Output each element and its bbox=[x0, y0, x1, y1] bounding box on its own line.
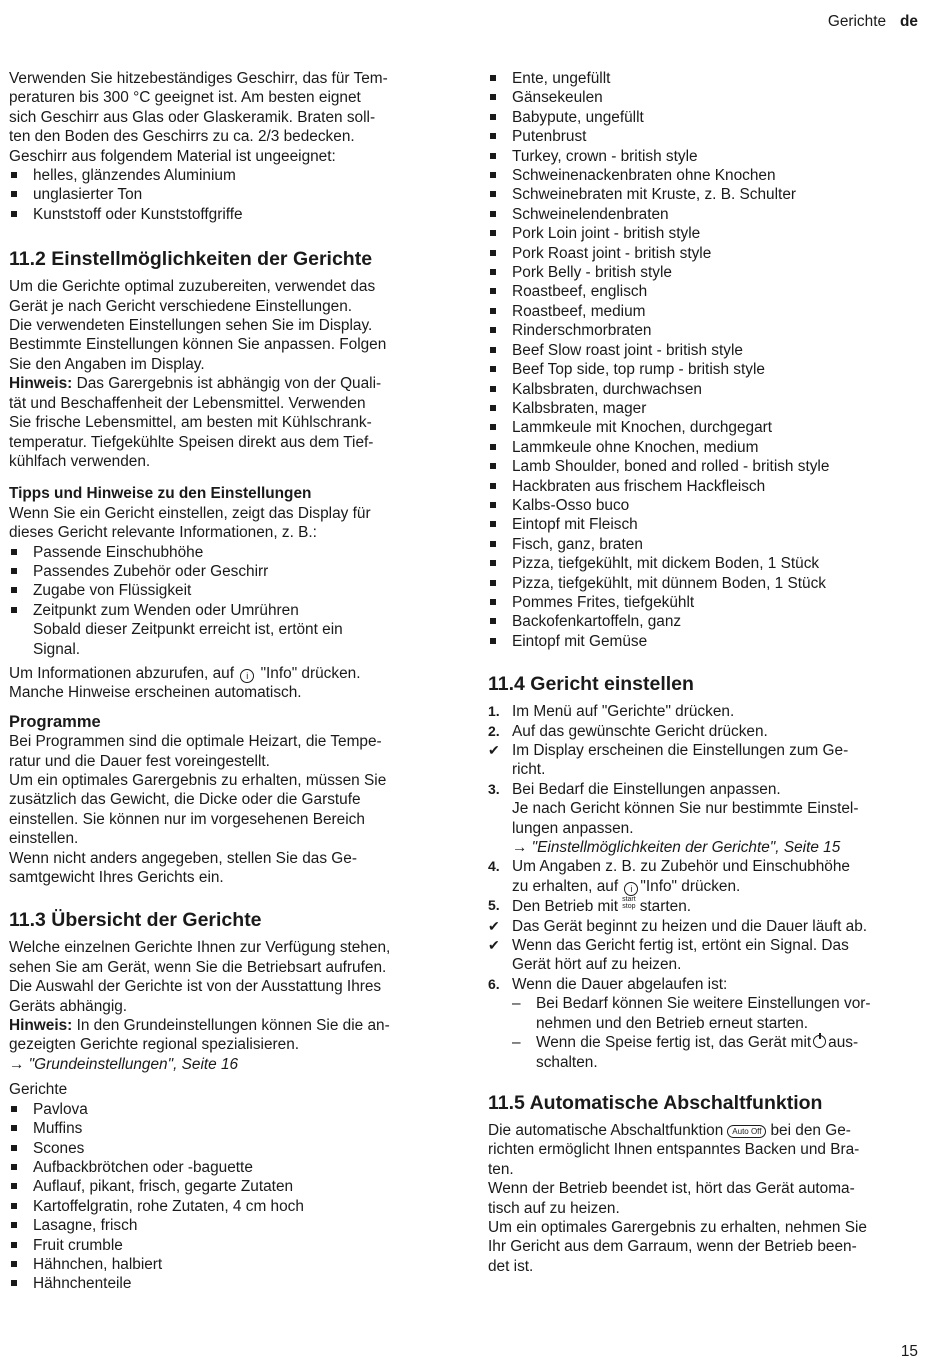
sub-step bbox=[512, 994, 918, 1033]
dishes-label: Gerichte bbox=[9, 1081, 68, 1099]
result-item bbox=[488, 936, 918, 975]
result-text: Gerät hört auf zu heizen. bbox=[512, 956, 682, 974]
text-line: Die verwendeten Einstellungen sehen Sie im Display. bbox=[9, 317, 373, 335]
hint-paragraph bbox=[9, 1016, 439, 1035]
step-number: 1. bbox=[488, 703, 500, 720]
list-item: Lasagne, frisch bbox=[9, 1216, 439, 1235]
info-text-before: Um Informationen abzurufen, auf bbox=[9, 664, 234, 682]
step-number: 6. bbox=[488, 975, 500, 992]
step-text: Auf das gewünschte Gericht drücken. bbox=[512, 722, 768, 740]
right-column bbox=[488, 69, 918, 1276]
tips-title: Tipps und Hinweise zu den Einstellungen bbox=[9, 485, 312, 503]
list-item: Pommes Frites, tiefgekühlt bbox=[488, 593, 918, 612]
text-line: einstellen. bbox=[9, 830, 79, 848]
list-item: Pork Belly - british style bbox=[488, 263, 918, 282]
hint-text: In den Grundeinstellungen können Sie die an- bbox=[72, 1017, 390, 1035]
text-line: Signal. bbox=[33, 640, 81, 658]
list-item: Hähnchenteile bbox=[9, 1274, 439, 1293]
text-line: ratur und die Dauer fest voreingestellt. bbox=[9, 752, 270, 770]
step-number: 2. bbox=[488, 722, 500, 739]
step-item bbox=[488, 780, 918, 858]
text-line bbox=[488, 1121, 918, 1140]
result-item bbox=[488, 917, 918, 936]
text-line: ten den Boden des Geschirrs zu ca. 2/3 bedecken. bbox=[9, 128, 355, 146]
list-item: unglasierter Ton bbox=[9, 185, 439, 204]
result-text: richt. bbox=[512, 761, 546, 779]
text-line: Verwenden Sie hitzebeständiges Geschirr, das für Tem- bbox=[9, 70, 388, 87]
text-line: Wenn nicht anders angegeben, stellen Sie das Ge- bbox=[9, 849, 357, 867]
programme-title: Programme bbox=[9, 712, 101, 731]
text-line: dieses Gericht relevante Informationen, z. B.: bbox=[9, 524, 317, 542]
list-item: Putenbrust bbox=[488, 127, 918, 146]
step-item bbox=[488, 896, 918, 916]
dishes-list-right bbox=[488, 69, 918, 651]
list-item: Ente, ungefüllt bbox=[488, 69, 918, 88]
text-line: Die Auswahl der Gerichte ist von der Ausstattung Ihres bbox=[9, 978, 382, 996]
step-subtext: lungen anpassen. bbox=[512, 819, 634, 837]
text-line: Um ein optimales Garergebnis zu erhalten, müssen Sie bbox=[9, 772, 387, 789]
list-item: Kalbs-Osso buco bbox=[488, 496, 918, 515]
list-item: Rinderschmorbraten bbox=[488, 321, 918, 340]
text-line: kühlfach verwenden. bbox=[9, 452, 151, 470]
text-line: Sie frische Lebensmittel, am besten mit Kühlschrank- bbox=[9, 414, 372, 432]
stop-label: stop bbox=[622, 903, 636, 911]
steps-list bbox=[488, 702, 918, 1072]
sub-step bbox=[512, 1033, 918, 1072]
reference-text: "Einstellmöglichkeiten der Gerichte", Seite 15 bbox=[527, 839, 841, 857]
list-item: Eintopf mit Fleisch bbox=[488, 515, 918, 534]
step-text: starten. bbox=[639, 898, 692, 916]
list-item: Schweinenackenbraten ohne Knochen bbox=[488, 166, 918, 185]
list-item: Pizza, tiefgekühlt, mit dickem Boden, 1 Stück bbox=[488, 554, 918, 573]
info-icon: i bbox=[240, 669, 254, 683]
step-number: 5. bbox=[488, 897, 500, 914]
section-11-3-body bbox=[9, 938, 439, 1074]
sub-step-text: Bei Bedarf können Sie weitere Einstellungen vor- bbox=[536, 995, 871, 1013]
list-item: Turkey, crown - british style bbox=[488, 147, 918, 166]
text-line: samtgewicht Ihres Gerichts ein. bbox=[9, 869, 224, 887]
list-item: Pork Roast joint - british style bbox=[488, 244, 918, 263]
list-item: Fruit crumble bbox=[9, 1236, 439, 1255]
left-column bbox=[9, 69, 439, 1294]
start-stop-icon bbox=[622, 896, 636, 910]
list-item: Pizza, tiefgekühlt, mit dünnem Boden, 1 Stück bbox=[488, 574, 918, 593]
header-section: Gerichte bbox=[827, 13, 887, 30]
list-item: Backofenkartoffeln, ganz bbox=[488, 612, 918, 631]
text-line: Wenn Sie ein Gericht einstellen, zeigt das Display für bbox=[9, 504, 371, 522]
list-item: Beef Top side, top rump - british style bbox=[488, 360, 918, 379]
text-line: peraturen bis 300 °C geeignet ist. Am besten eignet bbox=[9, 89, 361, 107]
section-11-4-title: 11.4 Gericht einstellen bbox=[488, 673, 694, 696]
step-item bbox=[488, 722, 918, 741]
text-line: Ihr Gericht aus dem Garraum, wenn der Betrieb been- bbox=[488, 1238, 857, 1256]
text-line: Bestimmte Einstellungen können Sie anpassen. Folgen bbox=[9, 336, 387, 354]
section-11-2-title: 11.2 Einstellmöglichkeiten der Gerichte bbox=[9, 248, 373, 271]
result-text: Wenn das Gericht fertig ist, ertönt ein Signal. Das bbox=[512, 937, 849, 955]
list-item: Babypute, ungefüllt bbox=[488, 108, 918, 127]
text-line: gezeigten Gerichte regional spezialisieren. bbox=[9, 1036, 300, 1054]
hint-paragraph bbox=[9, 374, 439, 393]
text-line: Um ein optimales Garergebnis zu erhalten, nehmen Sie bbox=[488, 1218, 867, 1236]
text-line: Welche einzelnen Gerichte Ihnen zur Verfügung stehen, bbox=[9, 939, 391, 957]
step-item bbox=[488, 857, 918, 896]
step-text: zu erhalten, auf bbox=[512, 877, 619, 895]
step-subtext: Je nach Gericht können Sie nur bestimmte Einstel- bbox=[512, 800, 859, 818]
dash-marker: – bbox=[512, 995, 521, 1013]
result-item bbox=[488, 741, 918, 780]
page-header bbox=[828, 12, 918, 31]
list-item: helles, glänzendes Aluminium bbox=[9, 166, 439, 185]
list-item: Kalbsbraten, durchwachsen bbox=[488, 380, 918, 399]
sub-step-text: nehmen und den Betrieb erneut starten. bbox=[536, 1014, 809, 1032]
step-text: Um Angaben z. B. zu Zubehör und Einschubhöhe bbox=[512, 858, 850, 876]
list-item: Schweinebraten mit Kruste, z. B. Schulter bbox=[488, 185, 918, 204]
check-icon: ✔ bbox=[488, 742, 500, 758]
dash-marker: – bbox=[512, 1034, 521, 1052]
check-icon: ✔ bbox=[488, 937, 500, 954]
sub-step-text: Wenn die Speise fertig ist, das Gerät mit bbox=[536, 1034, 812, 1052]
step-text: Bei Bedarf die Einstellungen anpassen. bbox=[512, 780, 781, 798]
list-item: Lamb Shoulder, boned and rolled - british style bbox=[488, 457, 918, 476]
list-item: Muffins bbox=[9, 1119, 439, 1138]
list-item: Pork Loin joint - british style bbox=[488, 224, 918, 243]
intro-paragraph bbox=[9, 69, 439, 166]
step-text: Den Betrieb mit bbox=[512, 898, 619, 916]
power-icon bbox=[813, 1035, 826, 1048]
section-11-5-body bbox=[488, 1121, 918, 1276]
tips-list bbox=[9, 543, 439, 621]
sub-step-text: aus- bbox=[828, 1034, 859, 1052]
info-text-after: "Info" drücken. bbox=[260, 664, 361, 682]
text-fragment: bei den Ge- bbox=[770, 1121, 851, 1139]
list-item: Kalbsbraten, mager bbox=[488, 399, 918, 418]
hint-text: Das Garergebnis ist abhängig von der Quali- bbox=[72, 375, 382, 393]
step-number: 4. bbox=[488, 858, 500, 875]
result-text: Im Display erscheinen die Einstellungen zum Ge- bbox=[512, 742, 849, 759]
text-line: tät und Beschaffenheit der Lebensmittel. Verwenden bbox=[9, 394, 366, 412]
step-item bbox=[488, 975, 918, 1072]
unsuitable-list bbox=[9, 166, 439, 224]
step-item bbox=[488, 702, 918, 721]
info-line bbox=[9, 664, 439, 683]
programme-body bbox=[9, 732, 439, 887]
page-number: 15 bbox=[900, 1343, 918, 1360]
text-line: Gerät je nach Gericht verschiedene Einstellungen. bbox=[9, 297, 353, 315]
reference-text: "Grundeinstellungen", Seite 16 bbox=[24, 1055, 239, 1073]
step-text: Wenn die Dauer abgelaufen ist: bbox=[512, 975, 728, 993]
list-item: Kartoffelgratin, rohe Zutaten, 4 cm hoch bbox=[9, 1197, 439, 1216]
text-line: einstellen. Sie können nur im vorgesehenen Bereich bbox=[9, 810, 365, 828]
text-line: zusätzlich das Gewicht, die Dicke oder die Garstufe bbox=[9, 791, 361, 809]
list-item: Zeitpunkt zum Wenden oder Umrühren bbox=[9, 601, 439, 620]
list-item: Auflauf, pikant, frisch, gegarte Zutaten bbox=[9, 1177, 439, 1196]
section-11-2-body bbox=[9, 277, 439, 471]
text-fragment: Die automatische Abschaltfunktion bbox=[488, 1121, 724, 1139]
list-item: Schweinelendenbraten bbox=[488, 205, 918, 224]
auto-off-icon: Auto Off bbox=[727, 1125, 766, 1138]
list-item: Hähnchen, halbiert bbox=[9, 1255, 439, 1274]
list-item: Gänsekeulen bbox=[488, 88, 918, 107]
step-number: 3. bbox=[488, 780, 500, 797]
list-item: Zugabe von Flüssigkeit bbox=[9, 581, 439, 600]
cross-reference-link[interactable] bbox=[512, 839, 840, 856]
list-item: Roastbeef, medium bbox=[488, 302, 918, 321]
list-item: Hackbraten aus frischem Hackfleisch bbox=[488, 477, 918, 496]
list-item: Eintopf mit Gemüse bbox=[488, 632, 918, 651]
dishes-list-left bbox=[9, 1100, 439, 1294]
text-line: Um die Gerichte optimal zuzubereiten, verwendet das bbox=[9, 278, 376, 296]
tips-subtext bbox=[9, 620, 439, 659]
list-item: Lammkeule ohne Knochen, medium bbox=[488, 438, 918, 457]
list-item: Aufbackbrötchen oder -baguette bbox=[9, 1158, 439, 1177]
text-line: ten. bbox=[488, 1160, 514, 1178]
text-line: Bei Programmen sind die optimale Heizart, die Tempe- bbox=[9, 733, 382, 751]
text-line: Sie den Angaben im Display. bbox=[9, 355, 205, 373]
sub-step-text: schalten. bbox=[536, 1053, 598, 1071]
hint-label: Hinweis: bbox=[9, 1017, 73, 1035]
arrow-icon: → bbox=[512, 839, 528, 857]
cross-reference-link[interactable] bbox=[9, 1055, 439, 1074]
text-line: Wenn der Betrieb beendet ist, hört das Gerät automa- bbox=[488, 1180, 855, 1198]
text-line: det ist. bbox=[488, 1257, 534, 1275]
text-line: temperatur. Tiefgekühlte Speisen direkt aus dem Tief- bbox=[9, 433, 374, 451]
text-line: Manche Hinweise erscheinen automatisch. bbox=[9, 684, 302, 702]
text-line: Geräts abhängig. bbox=[9, 997, 128, 1015]
text-line: Geschirr aus folgendem Material ist ungeeignet: bbox=[9, 147, 336, 165]
text-line: sehen Sie am Gerät, wenn Sie die Betriebsart aufrufen. bbox=[9, 958, 387, 976]
list-item: Scones bbox=[9, 1139, 439, 1158]
arrow-icon: → bbox=[9, 1055, 25, 1073]
list-item: Beef Slow roast joint - british style bbox=[488, 341, 918, 360]
start-label: start bbox=[622, 896, 636, 904]
hint-label: Hinweis: bbox=[9, 375, 73, 393]
list-item: Passende Einschubhöhe bbox=[9, 543, 439, 562]
header-language: de bbox=[900, 13, 918, 30]
text-line: sich Geschirr aus Glas oder Glaskeramik. Braten soll- bbox=[9, 108, 376, 126]
list-item: Lammkeule mit Knochen, durchgegart bbox=[488, 418, 918, 437]
list-item: Pavlova bbox=[9, 1100, 439, 1119]
text-line: Sobald dieser Zeitpunkt erreicht ist, ertönt ein bbox=[33, 621, 343, 639]
section-11-3-title: 11.3 Übersicht der Gerichte bbox=[9, 909, 262, 932]
check-icon: ✔ bbox=[488, 917, 500, 934]
step-text: Im Menü auf "Gerichte" drücken. bbox=[512, 703, 735, 721]
list-item: Passendes Zubehör oder Geschirr bbox=[9, 562, 439, 581]
result-text: Das Gerät beginnt zu heizen und die Dauer läuft ab. bbox=[512, 917, 868, 935]
step-text: "Info" drücken. bbox=[640, 877, 741, 895]
text-line: richten ermöglicht Ihnen entspanntes Backen und Bra- bbox=[488, 1141, 860, 1159]
info-icon: i bbox=[624, 882, 638, 896]
list-item: Fisch, ganz, braten bbox=[488, 535, 918, 554]
list-item: Roastbeef, englisch bbox=[488, 282, 918, 301]
text-line: tisch auf zu heizen. bbox=[488, 1199, 620, 1217]
section-11-5-title: 11.5 Automatische Abschaltfunktion bbox=[488, 1091, 823, 1114]
list-item: Kunststoff oder Kunststoffgriffe bbox=[9, 205, 439, 224]
